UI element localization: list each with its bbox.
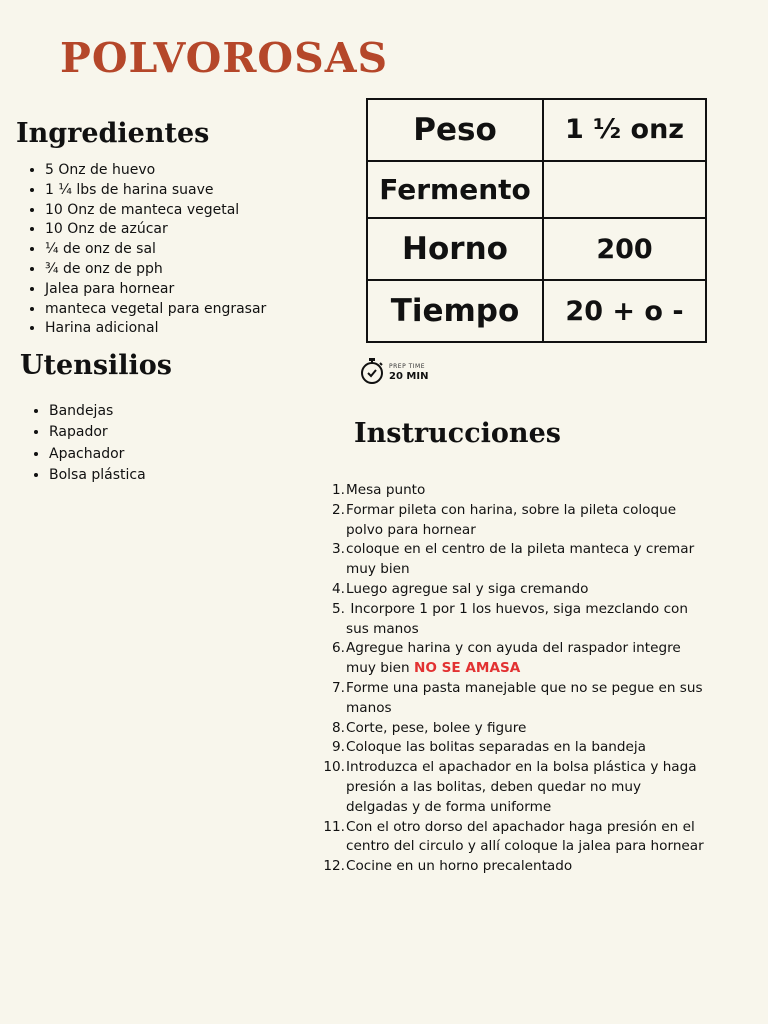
table-row: [367, 280, 706, 342]
list-item: • 10 Onz de manteca vegetal: [45, 201, 266, 221]
list-item: [323, 758, 706, 817]
step-number: 4.: [332, 580, 345, 597]
step-number: 6.: [332, 640, 345, 657]
specs-table: [366, 98, 707, 343]
spec-label: Horno: [367, 218, 543, 280]
spec-value: 1 ½ onz: [543, 99, 706, 161]
step-number: 3.: [332, 541, 345, 558]
page-title: POLVOROSAS: [60, 34, 389, 82]
list-item: [332, 540, 706, 580]
utensils-heading: Utensilios: [20, 350, 173, 381]
list-item: • Harina adicional: [45, 319, 266, 339]
list-item: • 5 Onz de huevo: [45, 161, 266, 181]
list-item: • Jalea para hornear: [45, 280, 266, 300]
list-item: • 1 ¼ lbs de harina suave: [45, 181, 266, 201]
list-item: [323, 818, 706, 858]
list-item: [332, 719, 706, 739]
spec-value: 200: [543, 218, 706, 280]
step-text: Con el otro dorso del apachador haga presión en el centro del circulo y allí coloque la jalea para hornear: [346, 818, 704, 855]
step-number: 2.: [332, 501, 345, 518]
list-item: [332, 679, 706, 719]
step-text: coloque en el centro de la pileta manteca y cremar muy bien: [346, 541, 695, 578]
list-item: • ¾ de onz de pph: [45, 260, 266, 280]
prep-time-value: 20 MIN: [389, 370, 429, 382]
warning-text: NO SE AMASA: [413, 660, 521, 677]
step-text: Introduzca el apachador en la bolsa plástica y haga presión a las bolitas, deben quedar no muy delgadas y de forma uniforme: [346, 759, 697, 815]
step-number: 12.: [323, 858, 345, 875]
step-number: 1.: [332, 482, 345, 498]
list-item: [332, 639, 706, 679]
stopwatch-icon: [359, 357, 385, 389]
list-item: • 10 Onz de azúcar: [45, 220, 266, 240]
step-number: 9.: [332, 739, 345, 756]
list-item: [332, 580, 706, 600]
ingredients-heading: Ingredientes: [16, 118, 210, 149]
list-item: • manteca vegetal para engrasar: [45, 300, 266, 320]
spec-label: Peso: [367, 99, 543, 161]
list-item: • Bolsa plástica: [49, 465, 146, 486]
table-row: [367, 99, 706, 161]
list-item: • Rapador: [49, 422, 146, 443]
utensils-list: [24, 401, 146, 486]
step-text: Formar pileta con harina, sobre la pileta coloque polvo para hornear: [346, 501, 677, 538]
step-text: Agregue harina y con ayuda del raspador integre muy bien: [346, 640, 681, 677]
step-text: Forme una pasta manejable que no se pegue en sus manos: [346, 679, 703, 716]
step-number: 5.: [332, 600, 345, 617]
step-number: 7.: [332, 679, 345, 696]
spec-value: 20 + o -: [543, 280, 706, 342]
step-text: Cocine en un horno precalentado: [346, 858, 573, 875]
step-number: 8.: [332, 719, 345, 736]
list-item: • Bandejas: [49, 401, 146, 422]
list-item: [332, 600, 706, 640]
prep-time: [359, 357, 428, 389]
spec-label: Fermento: [367, 161, 543, 218]
step-text: Incorpore 1 por 1 los huevos, siga mezclando con sus manos: [346, 600, 693, 637]
step-text: Corte, pese, bolee y figure: [346, 719, 527, 736]
step-number: 11.: [323, 818, 345, 835]
step-text: Luego agregue sal y siga cremando: [346, 580, 589, 597]
list-item: • Apachador: [49, 444, 146, 465]
table-row: [367, 218, 706, 280]
table-row: [367, 161, 706, 218]
list-item: [332, 501, 706, 541]
list-item: • ¼ de onz de sal: [45, 240, 266, 260]
spec-value: [543, 161, 706, 218]
step-text: Coloque las bolitas separadas en la bandeja: [346, 739, 646, 756]
step-text: Mesa punto: [346, 482, 426, 498]
list-item: [332, 481, 706, 501]
instructions-list: [323, 481, 706, 877]
instructions-heading: Instrucciones: [354, 418, 561, 449]
step-number: 10.: [323, 759, 345, 776]
list-item: [323, 857, 706, 877]
list-item: [332, 738, 706, 758]
ingredients-list: [20, 161, 266, 339]
prep-time-label: PREP TIME: [389, 363, 426, 371]
spec-label: Tiempo: [367, 280, 543, 342]
